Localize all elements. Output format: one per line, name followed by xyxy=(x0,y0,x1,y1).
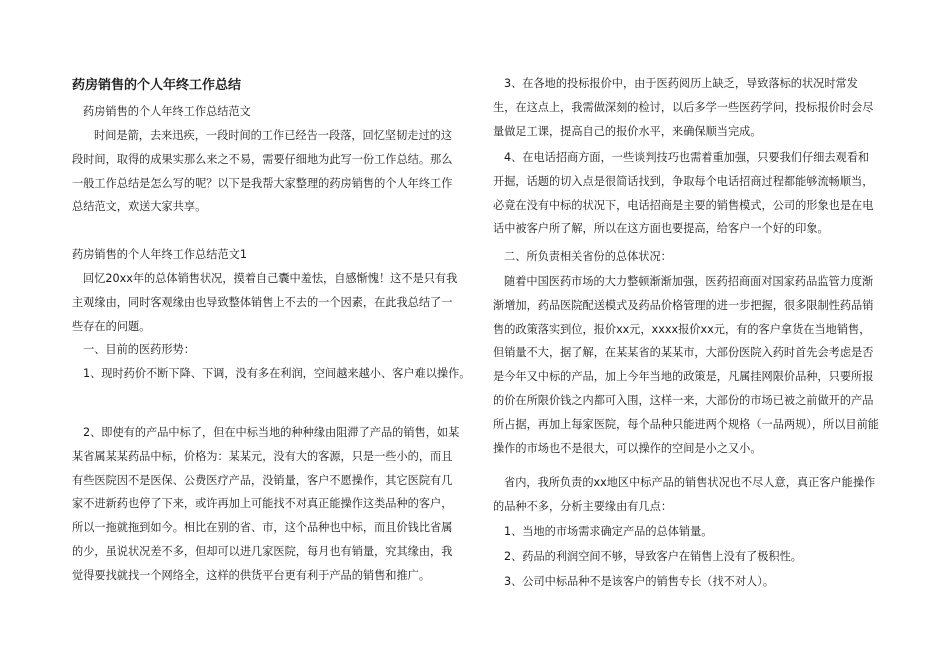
point-3-paragraph: 3、在各地的投标报价中，由于医药阅历上缺乏，导致落标的状况时常发生，在这点上，我需做深刻的检讨，以后多学一些医药学问，投标报价时会尽量做足工课，提高自己的报价水平，来确保顺当完成。 xyxy=(493,77,874,138)
point-2-paragraph: 2、即使有的产品中标了，但在中标当地的种种缘由阻滞了产品的销售，如某某省属某某药品中标，价格为：某某元，没有大的客源，只是一些小的，而且有些医院因不是医保、公费医疗产品，没销量，客户不愿操作，其它医院有几家不进新药也停了下来，或许再加上可能找不对真正能操作这类品种的客户，所以一拖就拖到如今。相比在别的省、市，这个品种也中标，而且价钱比省属的少，虽说状况差不多，但却可以进几家医院，每月也有销量，究其缘由，我觉得要找就找一个网络全，这样的供货平台更有利于产品的销售和推广。 xyxy=(72,426,460,582)
section-heading-1: 药房销售的个人年终工作总结范文1 xyxy=(72,248,247,261)
subtitle-paragraph: 药房销售的个人年终工作总结范文 xyxy=(83,105,251,118)
point-1-paragraph: 1、现时药价不断下降、下调，没有多在利润，空间越来越小、客户难以操作。 xyxy=(83,367,471,380)
market-paragraph: 随着中国医药市场的大力整顿渐渐加强，医药招商面对国家药品监管力度渐渐增加，药品医院配送模式及药品价格管理的进一步把握，很多限制性药品销售的政策落实到位，报价xx元，xxxx报价xx元，有的客户拿货在当地销售，但销量不大，据了解，在某某省的某某市，大部份医院入药时首先会考虑是否是今年又中标的产品，加上今年当地的政策是，凡属挂网限价品种，只要所报的价在所限价钱之内都可入围，这样一来，大部份的市场已被之前做开的产品所占据，再加上每家医院，每个品种只能进两个规格（一品两规），所以目前能操作的市场也不是很大，可以操作的空间是小之又小。 xyxy=(493,275,879,455)
review-paragraph: 回忆20xx年的总体销售状况，摸着自己囊中羞怯，自感惭愧！这不是只有我主观缘由，同时客观缘由也导致整体销售上不去的一个因素，在此我总结了一些存在的问题。 xyxy=(72,272,458,333)
heading-province-situation: 二、所负责相关省份的总体状况： xyxy=(504,250,672,263)
reason-2-paragraph: 2、药品的利润空间不够，导致客户在销售上没有了极积性。 xyxy=(504,550,802,563)
reason-3-paragraph: 3、公司中标品种不是该客户的销售专长（找不对人）。 xyxy=(504,575,775,588)
heading-medical-situation: 一、目前的医药形势： xyxy=(83,343,195,356)
intro-paragraph: 时间是箭，去来迅疾，一段时间的工作已经告一段落，回忆坚韧走过的这段时间，取得的成果实那么来之不易，需要仔细地为此写一份工作总结。那么一般工作总结是怎么写的呢？以下是我帮大家整理的药房销售的个人年终工作总结范文，欢送大家共享。 xyxy=(72,129,453,214)
document-title: 药房销售的个人年终工作总结 xyxy=(72,78,242,93)
region-paragraph: 省内，我所负责的xx地区中标产品的销售状况也不尽人意，真正客户能操作的品种不多，分析主要缘由有几点： xyxy=(493,476,876,513)
point-4-paragraph: 4、在电话招商方面，一些谈判技巧也需着重加强，只要我们仔细去观看和开掘，话题的切入点是很简话找到，争取每个电话招商过程都能够流畅顺当，必竟在没有中标的状况下，电话招商是主要的销售模式，公司的形象也是在电话中被客户所了解，所以在这方面也要提高，给客户一个好的印象。 xyxy=(493,151,874,236)
reason-1-paragraph: 1、当地的市场需求确定产品的总体销量。 xyxy=(504,525,713,538)
